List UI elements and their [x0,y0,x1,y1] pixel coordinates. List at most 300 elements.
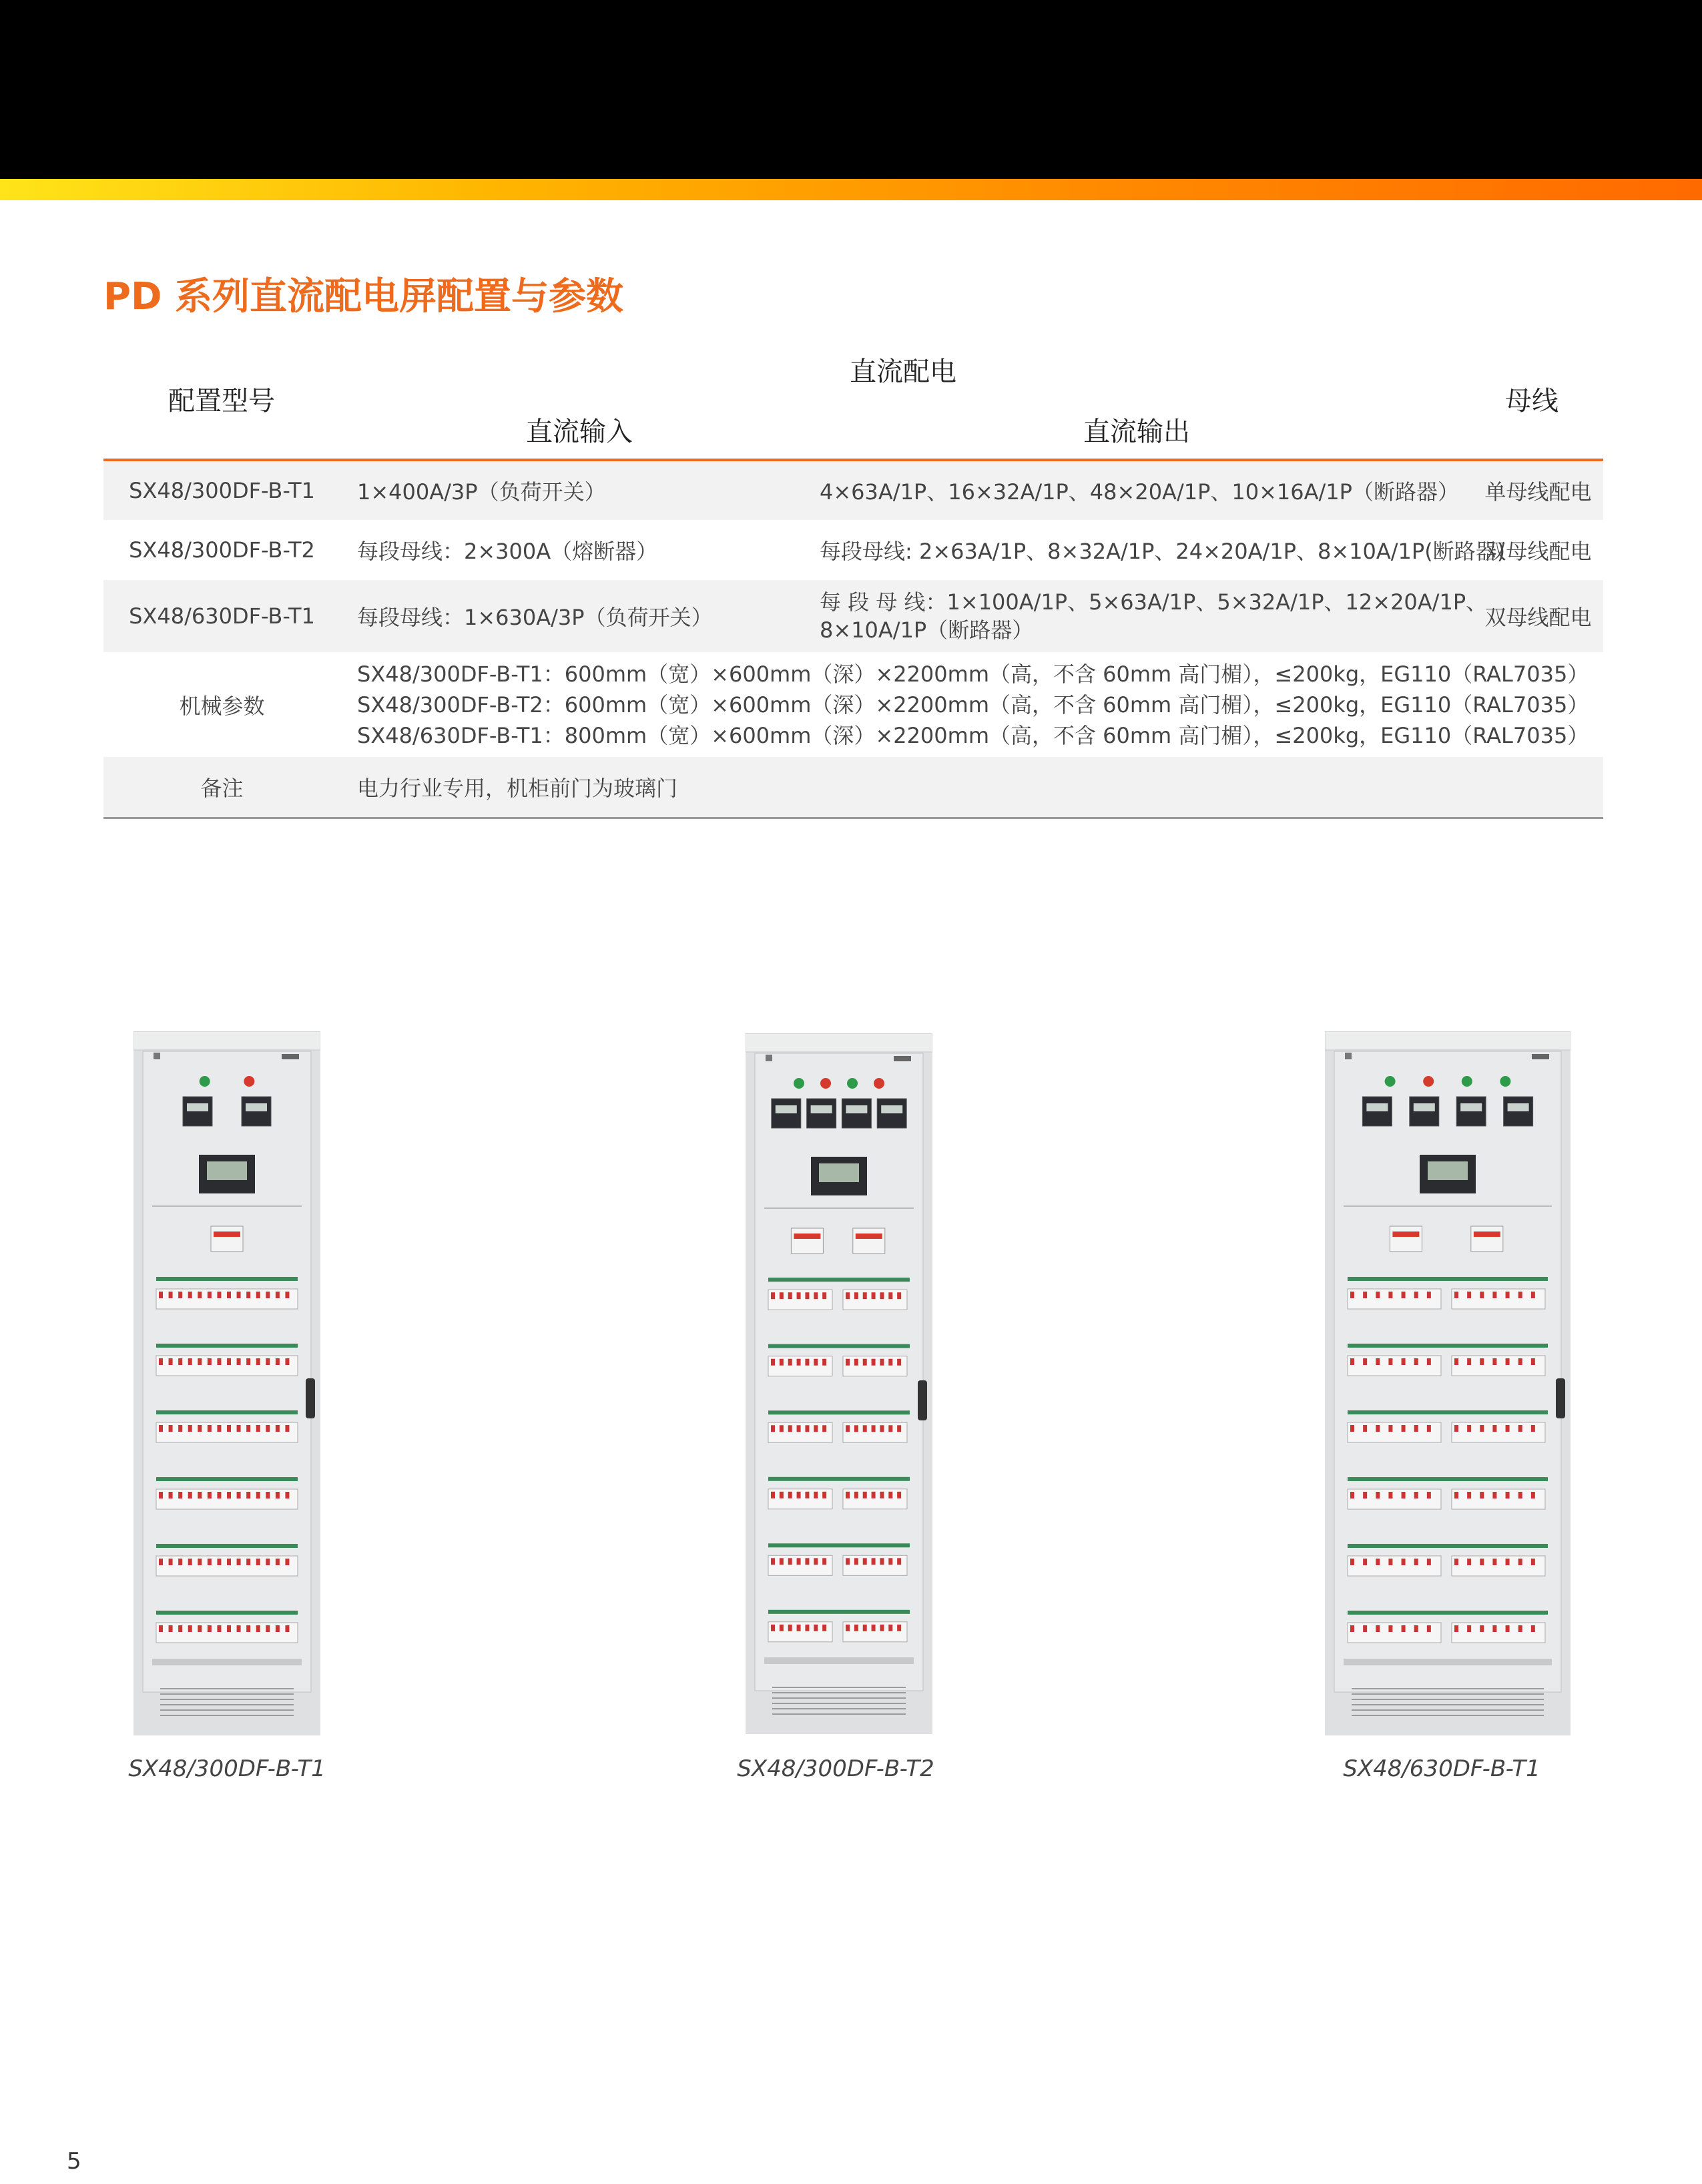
breaker-toggle [814,1625,818,1631]
breaker-toggle [805,1292,809,1299]
breaker-toggle [771,1359,775,1366]
breaker-toggle [1414,1492,1418,1498]
breaker-toggle [872,1425,876,1432]
breaker-toggle [217,1292,221,1298]
breaker-toggle [1402,1625,1406,1632]
breaker-toggle [246,1358,250,1365]
breaker-toggle [880,1625,884,1631]
breaker-toggle [854,1558,858,1565]
breaker-toggle [863,1425,867,1432]
breaker-toggle [1376,1425,1380,1432]
breaker-toggle [1454,1492,1458,1498]
breaker-toggle [897,1359,901,1366]
breaker-toggle [266,1625,270,1632]
row-output-line: 每 段 母 线：1×100A/1P、5×63A/1P、5×32A/1P、12×20A/1P、 [820,589,1488,615]
breaker-toggle [1388,1292,1392,1298]
breaker-toggle [788,1558,792,1565]
breaker-toggle [854,1292,858,1299]
cabinet-badge [766,1055,772,1061]
breaker-toggle [266,1292,270,1298]
breaker-toggle [897,1492,901,1498]
mechanical-line: SX48/630DF-B-T1：800mm（宽）×600mm（深）×2200mm（高，不含 60mm 高门楣），≤200kg，EG110（RAL7035） [357,722,1589,748]
header-busbar: 母线 [1505,386,1558,417]
breaker-toggle [178,1559,182,1565]
breaker-toggle [285,1425,289,1432]
mechanical-label: 机械参数 [179,693,265,719]
main-switch-handle [1474,1232,1500,1237]
header-dc-distribution: 直流配电 [850,356,956,387]
breaker-toggle [256,1559,260,1565]
breaker-toggle [256,1625,260,1632]
breaker-toggle [178,1358,182,1365]
breaker-toggle [1363,1358,1367,1365]
breaker-toggle [1376,1292,1380,1298]
breaker-toggle [797,1625,801,1631]
breaker-toggle [1388,1425,1392,1432]
breaker-toggle [237,1559,241,1565]
cabinet-badge [154,1053,160,1059]
breaker-toggle [276,1625,280,1632]
breaker-toggle [198,1292,202,1298]
meter-display [1508,1103,1529,1111]
breaker-toggle [771,1425,775,1432]
breaker-toggle [285,1358,289,1365]
breaker-toggle [805,1558,809,1565]
breaker-toggle [872,1359,876,1366]
breaker-toggle [797,1492,801,1498]
breaker-toggle [1492,1292,1496,1298]
breaker-toggle [814,1425,818,1432]
breaker-toggle [897,1625,901,1631]
breaker-toggle [814,1492,818,1498]
indicator-lamp [1385,1076,1396,1087]
breaker-toggle [1414,1358,1418,1365]
row-busbar: 单母线配电 [1484,479,1592,505]
cabinet-image-t1 [133,1031,320,1735]
main-switch [211,1226,243,1252]
breaker-toggle [1427,1559,1431,1565]
terminal-strip [1348,1477,1548,1481]
breaker-toggle [863,1292,867,1299]
breaker-toggle [863,1625,867,1631]
remark-text: 电力行业专用，机柜前门为玻璃门 [357,776,678,801]
breaker-toggle [1492,1492,1496,1498]
breaker-toggle [805,1492,809,1498]
header-model: 配置型号 [168,386,275,417]
breaker-toggle [208,1559,212,1565]
breaker-toggle [159,1425,163,1432]
breaker-toggle [780,1625,784,1631]
breaker-toggle [897,1292,901,1299]
breaker-toggle [788,1492,792,1498]
page-number: 5 [67,2148,81,2175]
breaker-toggle [1427,1292,1431,1298]
page-title: PD 系列直流配电屏配置与参数 [103,275,624,318]
breaker-toggle [1363,1625,1367,1632]
meter-display [246,1103,267,1111]
breaker-toggle [256,1292,260,1298]
breaker-toggle [169,1425,173,1432]
breaker-toggle [1506,1292,1510,1298]
breaker-toggle [1427,1425,1431,1432]
breaker-toggle [1467,1559,1471,1565]
breaker-toggle [208,1425,212,1432]
terminal-strip [156,1344,298,1348]
breaker-toggle [1467,1492,1471,1498]
breaker-toggle [814,1359,818,1366]
terminal-strip [768,1610,910,1614]
breaker-toggle [208,1358,212,1365]
remark-label: 备注 [200,776,244,801]
breaker-toggle [897,1425,901,1432]
cabinet-tag [894,1056,911,1061]
terminal-strip [1348,1544,1548,1548]
breaker-toggle [1518,1559,1522,1565]
breaker-toggle [863,1359,867,1366]
breaker-toggle [1454,1358,1458,1365]
breaker-toggle [846,1492,850,1498]
breaker-toggle [169,1292,173,1298]
breaker-toggle [237,1625,241,1632]
breaker-toggle [217,1625,221,1632]
breaker-toggle [880,1425,884,1432]
breaker-toggle [822,1292,826,1299]
row-model: SX48/300DF-B-T1 [129,478,315,503]
cabinet-top-lintel [1325,1031,1571,1050]
cabinet-tag [282,1054,299,1059]
breaker-toggle [1350,1358,1354,1365]
door-handle [1556,1378,1565,1418]
indicator-lamp [1423,1076,1434,1087]
breaker-toggle [788,1625,792,1631]
meter-display [1460,1103,1482,1111]
breaker-toggle [1454,1425,1458,1432]
breaker-toggle [178,1625,182,1632]
table-header [103,337,1603,459]
breaker-toggle [227,1292,231,1298]
breaker-toggle [888,1492,892,1498]
breaker-toggle [880,1558,884,1565]
indicator-lamp [794,1078,804,1089]
breaker-toggle [888,1292,892,1299]
breaker-toggle [863,1492,867,1498]
breaker-toggle [1427,1625,1431,1632]
controller-screen [1428,1161,1468,1180]
breaker-toggle [188,1492,192,1498]
cabinet-caption: SX48/300DF-B-T1 [128,1755,326,1782]
breaker-toggle [805,1625,809,1631]
breaker-toggle [797,1292,801,1299]
controller-screen [819,1163,859,1182]
breaker-toggle [1506,1559,1510,1565]
breaker-toggle [1376,1625,1380,1632]
row-input: 每段母线：1×630A/3P（负荷开关） [357,605,713,630]
breaker-toggle [1402,1559,1406,1565]
breaker-toggle [1350,1492,1354,1498]
breaker-toggle [1480,1492,1484,1498]
breaker-toggle [1506,1358,1510,1365]
breaker-toggle [256,1358,260,1365]
breaker-toggle [1427,1358,1431,1365]
row-busbar: 双母线配电 [1484,539,1592,564]
indicator-lamp [244,1076,254,1087]
breaker-toggle [1402,1492,1406,1498]
breaker-toggle [227,1358,231,1365]
breaker-toggle [169,1625,173,1632]
breaker-toggle [1518,1292,1522,1298]
terminal-strip [768,1410,910,1414]
breaker-toggle [780,1492,784,1498]
breaker-toggle [863,1558,867,1565]
breaker-toggle [1402,1358,1406,1365]
indicator-lamp [200,1076,210,1087]
breaker-toggle [169,1492,173,1498]
mechanical-values [357,652,1599,757]
breaker-toggle [1363,1292,1367,1298]
breaker-toggle [1492,1625,1496,1632]
cabinet-tag [1532,1054,1549,1059]
breaker-toggle [771,1492,775,1498]
main-switch [1390,1226,1422,1252]
breaker-toggle [1427,1492,1431,1498]
breaker-toggle [237,1358,241,1365]
breaker-toggle [169,1559,173,1565]
breaker-toggle [1376,1358,1380,1365]
breaker-toggle [1531,1625,1535,1632]
breaker-toggle [217,1492,221,1498]
main-switch-handle [856,1234,882,1239]
breaker-toggle [846,1359,850,1366]
main-switch-handle [794,1234,820,1239]
breaker-toggle [227,1625,231,1632]
terminal-strip [156,1611,298,1615]
breaker-toggle [1376,1492,1380,1498]
main-switch [853,1228,885,1254]
breaker-toggle [797,1558,801,1565]
breaker-toggle [805,1425,809,1432]
breaker-toggle [888,1359,892,1366]
breaker-toggle [1388,1559,1392,1565]
breaker-toggle [846,1625,850,1631]
breaker-toggle [1531,1358,1535,1365]
breaker-toggle [217,1559,221,1565]
meter-display [1366,1103,1388,1111]
breaker-toggle [1480,1425,1484,1432]
breaker-toggle [276,1358,280,1365]
meter-display [187,1103,208,1111]
row-input: 每段母线：2×300A（熔断器） [357,539,658,564]
row-model: SX48/630DF-B-T1 [129,603,315,629]
breaker-toggle [276,1292,280,1298]
breaker-toggle [1388,1358,1392,1365]
breaker-toggle [169,1358,173,1365]
breaker-toggle [1518,1492,1522,1498]
indicator-lamp [820,1078,831,1089]
breaker-toggle [1518,1358,1522,1365]
breaker-toggle [780,1359,784,1366]
breaker-toggle [208,1625,212,1632]
terminal-strip [768,1278,910,1282]
breaker-toggle [880,1492,884,1498]
breaker-toggle [256,1492,260,1498]
breaker-toggle [1363,1425,1367,1432]
breaker-toggle [822,1558,826,1565]
bottom-seam [764,1657,914,1664]
breaker-toggle [237,1492,241,1498]
cabinet-caption: SX48/300DF-B-T2 [737,1755,934,1782]
breaker-toggle [780,1425,784,1432]
breaker-toggle [256,1425,260,1432]
breaker-toggle [198,1492,202,1498]
main-switch [1471,1226,1503,1252]
meter-display [846,1105,867,1113]
meter-display [1414,1103,1435,1111]
terminal-strip [768,1543,910,1547]
breaker-toggle [1350,1559,1354,1565]
breaker-toggle [780,1292,784,1299]
breaker-toggle [771,1625,775,1631]
breaker-toggle [1480,1292,1484,1298]
indicator-lamp [1500,1076,1510,1087]
cabinet-top-lintel [746,1033,932,1052]
breaker-toggle [285,1292,289,1298]
breaker-toggle [276,1492,280,1498]
breaker-toggle [846,1558,850,1565]
breaker-toggle [1467,1358,1471,1365]
breaker-toggle [1506,1625,1510,1632]
breaker-toggle [822,1492,826,1498]
breaker-toggle [897,1558,901,1565]
breaker-toggle [1414,1625,1418,1632]
breaker-toggle [246,1292,250,1298]
breaker-toggle [178,1425,182,1432]
breaker-toggle [227,1492,231,1498]
breaker-toggle [159,1292,163,1298]
header-dc-output: 直流输出 [1083,417,1190,447]
breaker-toggle [888,1625,892,1631]
breaker-toggle [1454,1625,1458,1632]
breaker-toggle [872,1492,876,1498]
breaker-toggle [1454,1559,1458,1565]
breaker-toggle [846,1425,850,1432]
table-row-remark [103,757,1603,817]
terminal-strip [156,1477,298,1481]
breaker-toggle [159,1625,163,1632]
bottom-seam [152,1659,302,1665]
breaker-toggle [1467,1292,1471,1298]
breaker-toggle [198,1425,202,1432]
breaker-toggle [237,1425,241,1432]
breaker-toggle [266,1559,270,1565]
breaker-toggle [1363,1559,1367,1565]
table-row [103,520,1603,580]
breaker-toggle [797,1425,801,1432]
table-row-mechanical [103,652,1603,757]
breaker-toggle [788,1292,792,1299]
main-switch-handle [214,1232,240,1237]
terminal-strip [1348,1410,1548,1414]
breaker-toggle [771,1292,775,1299]
row-output-line: 8×10A/1P（断路器） [820,617,1034,643]
breaker-toggle [1402,1425,1406,1432]
door-handle [918,1380,927,1420]
breaker-toggle [285,1625,289,1632]
breaker-toggle [246,1425,250,1432]
breaker-toggle [198,1625,202,1632]
terminal-strip [768,1344,910,1348]
cabinet-caption: SX48/630DF-B-T1 [1343,1755,1540,1782]
breaker-toggle [1531,1292,1535,1298]
breaker-toggle [1506,1425,1510,1432]
table-row [103,461,1603,520]
breaker-toggle [1388,1492,1392,1498]
breaker-toggle [217,1425,221,1432]
breaker-toggle [854,1359,858,1366]
breaker-toggle [1363,1492,1367,1498]
breaker-toggle [198,1358,202,1365]
breaker-toggle [788,1359,792,1366]
bottom-seam [1344,1659,1552,1665]
breaker-toggle [188,1292,192,1298]
breaker-toggle [854,1625,858,1631]
breaker-toggle [237,1292,241,1298]
breaker-toggle [1480,1559,1484,1565]
breaker-toggle [1506,1492,1510,1498]
row-input: 1×400A/3P（负荷开关） [357,479,606,505]
breaker-toggle [1480,1358,1484,1365]
breaker-toggle [854,1425,858,1432]
breaker-toggle [814,1292,818,1299]
terminal-strip [156,1277,298,1281]
breaker-toggle [872,1558,876,1565]
meter-display [881,1105,902,1113]
breaker-toggle [1492,1425,1496,1432]
indicator-lamp [874,1078,884,1089]
header-gradient-strip [0,179,1702,200]
breaker-toggle [1480,1625,1484,1632]
breaker-toggle [1350,1625,1354,1632]
door-handle [306,1378,315,1418]
breaker-toggle [178,1292,182,1298]
table-row [103,580,1603,652]
breaker-toggle [788,1425,792,1432]
breaker-toggle [208,1492,212,1498]
breaker-toggle [1492,1559,1496,1565]
breaker-toggle [771,1558,775,1565]
breaker-toggle [276,1425,280,1432]
breaker-toggle [854,1492,858,1498]
header-black-band [0,0,1702,179]
breaker-toggle [822,1425,826,1432]
mechanical-line: SX48/300DF-B-T2：600mm（宽）×600mm（深）×2200mm（高，不含 60mm 高门楣），≤200kg，EG110（RAL7035） [357,692,1589,718]
breaker-toggle [1388,1625,1392,1632]
breaker-toggle [797,1359,801,1366]
breaker-toggle [846,1292,850,1299]
row-output: 4×63A/1P、16×32A/1P、48×20A/1P、10×16A/1P（断路器） [820,479,1459,505]
breaker-toggle [1518,1425,1522,1432]
breaker-toggle [1531,1559,1535,1565]
breaker-toggle [1350,1425,1354,1432]
breaker-toggle [217,1358,221,1365]
breaker-toggle [880,1292,884,1299]
breaker-toggle [888,1425,892,1432]
main-switch-handle [1392,1232,1419,1237]
breaker-toggle [780,1558,784,1565]
breaker-toggle [1376,1559,1380,1565]
terminal-strip [768,1477,910,1481]
breaker-toggle [188,1559,192,1565]
breaker-toggle [227,1425,231,1432]
